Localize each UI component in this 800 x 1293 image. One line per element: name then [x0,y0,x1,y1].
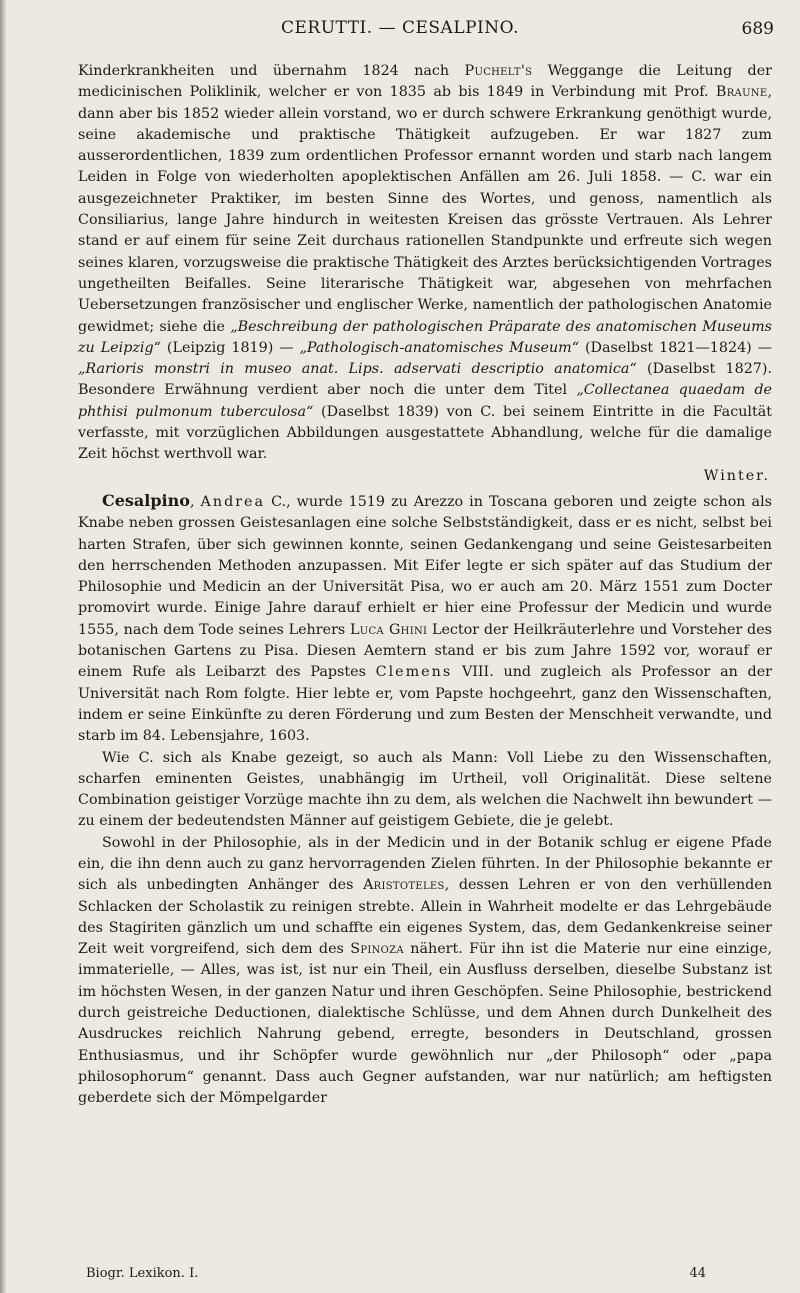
work-title: „Pathologisch-anatomisches Museum“ [299,339,580,356]
text-run: (Leipzig 1819) — [160,339,300,356]
text-run: , dessen Lehren er von den verhüllenden Schlacken der Scholastik zu reinigen strebte. Allein in Wahrheit modelte er das Lehrgebäude des Stagiriten gänzlich um und schaffte ein eigenes System, das, dem Gedankenkreise seiner Zeit weit vorgreifend, sich dem des [78,877,772,958]
text-run: Kinderkrankheiten und übernahm 1824 nach [78,63,465,79]
footer-source: Biogr. Lexikon. I. [86,1266,199,1281]
person-name: Spinoza [350,941,404,958]
text-run: Sowohl in der Philosophie, als in der Medicin und in der Botanik schlug er eigene Pfade ein, die ihn denn auch zu ganz hervorragenden Zielen führten. In der Philosophie bekannte er sich als unbedingten Anhänger des [78,834,772,894]
text-run: (Daselbst 1821—1824) — [579,339,772,356]
author-signature: Winter. [703,467,770,484]
text-run: , [189,493,201,510]
entry-cerutti-paragraph [78,61,772,466]
text-run: Lector der Heilkräuterlehre und Vorsteher des botanischen Gartens zu Pisa. Diesen Aemtern stand er bis zum Jahre 1592 vor, worauf er einem Rufe als Leibarzt des Papstes [78,621,772,681]
person-name: Aristoteles [363,877,445,894]
paragraph [78,833,772,1110]
paragraph: Wie C. sich als Knabe gezeigt, so auch als Mann: Voll Liebe zu den Wissenschaften, scharfen eminenten Geistes, unabhängig im Urtheil, voll Originalität. Diese seltene Combination geistiger Vorzüge machte ihn zu dem, als welchen die Nachwelt ihn bewundert — zu einem der bedeutendsten Männer auf geistigem Gebiete, die je gelebt. [78,749,772,830]
work-title: „Collectanea quaedam de phthisi pulmonum tuberculosa“ [78,382,773,420]
page-header [0,18,800,42]
person-name: Braune [715,84,768,101]
body-text [78,61,772,1110]
person-name: Luca Ghini [349,621,428,638]
page-edge-shadow [0,0,6,1293]
text-run: , dann aber bis 1852 wieder allein vorstand, wo er durch schwere Erkrankung genöthigt wurde, seine akademische und praktische Thätigkeit aufzugeben. Er war 1827 zum ausserordentlichen, 1839 zum ordentlichen Professor ernannt worden und starb nach langem Leiden in Folge von wiederholten apoplektischen Anfällen am 26. Juli 1858. — C. war ein ausgezeichneter Praktiker, im besten Sinne des Wortes, und genoss, namentlich als Consiliarius, lange Jahre hindurch in weitesten Kreisen das grösste Vertrauen. Als Lehrer stand er auf einem für seine Zeit durchaus rationellen Standpunkte und erfreute sich wegen seines klaren, vorzugsweise die praktische Thätigkeit des Arztes berücksichtigenden Vortrages ungetheilten Beifalles. Seine literarische Thätigkeit war, abgesehen von mehrfachen Uebersetzungen französischer und englischer Werke, namentlich der pathologischen Anatomie gewidmet; siehe die [78,84,772,335]
first-name: Andrea [200,493,266,510]
text-run: (Daselbst 1839) von C. bei seinem Eintritte in die Facultät verfasste, mit vorzüglichen Abbildungen ausgestattete Abhandlung, welche für die damalige Zeit höchst werthvoll war. [78,403,772,463]
text-run: nähert. Für ihn ist die Materie nur eine einzige, immaterielle, — Alles, was ist, ist nur ein Theil, ein Ausfluss derselben, dieselbe Substanz ist im höchsten Wesen, in der ganzen Natur und ihren Geschöpfen. Seine Philosophie, bestrickend durch geistreiche Deductionen, dialektische Schlüsse, und dem Ahnen durch Dunkelheit des Ausdruckes reichlich Nahrung gebend, erregte, besonders in Deutschland, grossen Enthusiasmus, und ihr Schöpfer wurde gewöhnlich nur „der Philosoph“ oder „papa philosophorum“ genannt. Dass auch Gegner aufstanden, war nur natürlich; am heftigsten geberdete sich der Mömpelgarder [78,941,772,1107]
text-run: Weggange die Leitung der medicinischen Poliklinik, welcher er von 1835 ab bis 1849 in Verbindung mit Prof. [78,63,772,101]
text-run: C., wurde 1519 zu Arezzo in Toscana geboren und zeigte schon als Knabe neben grossen Geistesanlagen eine solche Selbstständigkeit, dass er es nicht, selbst bei harten Strafen, über sich gewinnen konnte, seinen Gedankengang und seine Geistesarbeiten den herrschenden Methoden anzupassen. Mit Eifer legte er sich später auf das Studium der Philosophie und Medicin an der Universität Pisa, wo er auch am 20. März 1551 zum Docter promovirt wurde. Einige Jahre darauf erhielt er hier eine Professur der Medicin und wurde 1555, nach dem Tode seines Lehrers [78,493,772,638]
page-number: 689 [741,19,774,39]
page-footer [78,1266,772,1284]
person-name: Puchelt's [464,63,533,79]
entry-lemma: Cesalpino [102,490,190,510]
running-head: CERUTTI. — CESALPINO. [281,18,519,38]
entry-cesalpino-paragraph [78,490,772,748]
text-run: VIII. und zugleich als Professor an der Universität nach Rom folgte. Hier lebte er, vom Papste hochgeehrt, ganz den Wissenschaften, indem er seine Einkünfte zu deren Förderung und zum Besten der Menschheit verwandte, und starb im 84. Lebensjahre, 1603. [78,664,773,745]
signature-number: 44 [689,1266,706,1281]
text-run: (Daselbst 1827). Besondere Erwähnung verdient aber noch die unter dem Titel [78,361,773,399]
work-title: „Beschreibung der pathologischen Präparate des anatomischen Museums zu Leipzig“ [78,318,772,356]
person-name: Clemens [375,664,453,681]
work-title: „Rarioris monstri in museo anat. Lips. adservati descriptio anatomica“ [78,361,637,378]
